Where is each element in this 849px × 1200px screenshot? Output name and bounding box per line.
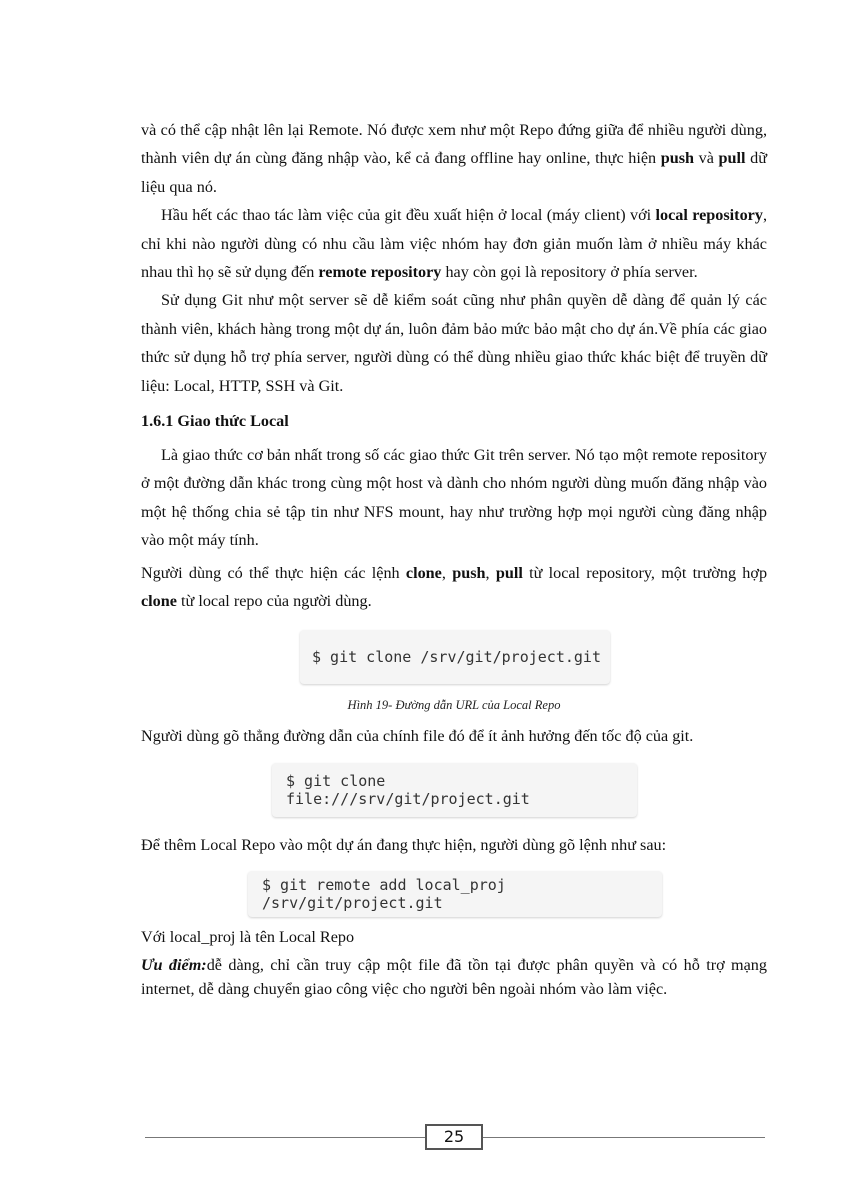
paragraph-1: và có thể cập nhật lên lại Remote. Nó được xem như một Repo đứng giữa để nhiều người dùng, thành viên dự án cùng đăng nhập vào, kể cả đang offline hay online, thực hiện push và pull dữ liệu qua nó. [141,121,767,196]
paragraph-9: Ưu điểm:dễ dàng, chỉ cần truy cập một file đã tồn tại được phân quyền và có hỗ trợ mạng internet, dễ dàng chuyển giao công việc cho người bên ngoài nhóm vào làm việc. [141,956,767,999]
paragraph-4: Là giao thức cơ bản nhất trong số các giao thức Git trên server. Nó tạo một remote repository ở một đường dẫn khác trong cùng một host và dành cho nhóm người dùng muốn đăng nhập vào một hệ thống chia sẻ tập tin như NFS mount, hay như trường hợp mọi người cùng đăng nhập vào một máy tính. [141,446,767,550]
paragraph-3: Sử dụng Git như một server sẽ dễ kiểm soát cũng như phân quyền dễ dàng để quản lý các thành viên, khách hàng trong một dự án, luôn đảm bảo mức bảo mật cho dự án.Về phía các giao thức sử dụng hỗ trợ phía server, người dùng có thể dùng nhiều giao thức khác biệt để truyền dữ liệu: Local, HTTP, SSH và Git. [141,291,767,395]
code-block-remote-add: $ git remote add local_proj /srv/git/project.git [248,871,662,917]
page-number: 25 [425,1124,483,1150]
code-block-clone-file: $ git clone file:///srv/git/project.git [272,763,637,817]
figure-caption: Hình 19- Đường dẫn URL của Local Repo [347,697,561,712]
paragraph-8: Với local_proj là tên Local Repo [141,927,355,946]
section-heading: 1.6.1 Giao thức Local [141,412,289,431]
paragraph-7: Để thêm Local Repo vào một dự án đang thực hiện, người dùng gõ lệnh như sau: [141,835,667,854]
paragraph-5: Người dùng có thể thực hiện các lệnh clone, push, pull từ local repository, một trường hợp clone từ local repo của người dùng. [141,563,768,611]
paragraph-2: Hầu hết các thao tác làm việc của git đều xuất hiện ở local (máy client) với local repository, chỉ khi nào người dùng có nhu cầu làm việc nhóm hay đơn giản muốn làm ở nhiều máy khác nhau thì họ sẽ sử dụng đến remote repository hay còn gọi là repository ở phía server. [141,206,767,282]
footer-rule-right [483,1137,765,1138]
page-body [141,116,767,1001]
paragraph-6: Người dùng gõ thẳng đường dẫn của chính file đó để ít ảnh hưởng đến tốc độ của git. [141,726,694,745]
footer-rule-left [145,1137,427,1138]
code-block-clone: $ git clone /srv/git/project.git [300,630,610,684]
advantage-label: Ưu điểm: [141,956,207,975]
